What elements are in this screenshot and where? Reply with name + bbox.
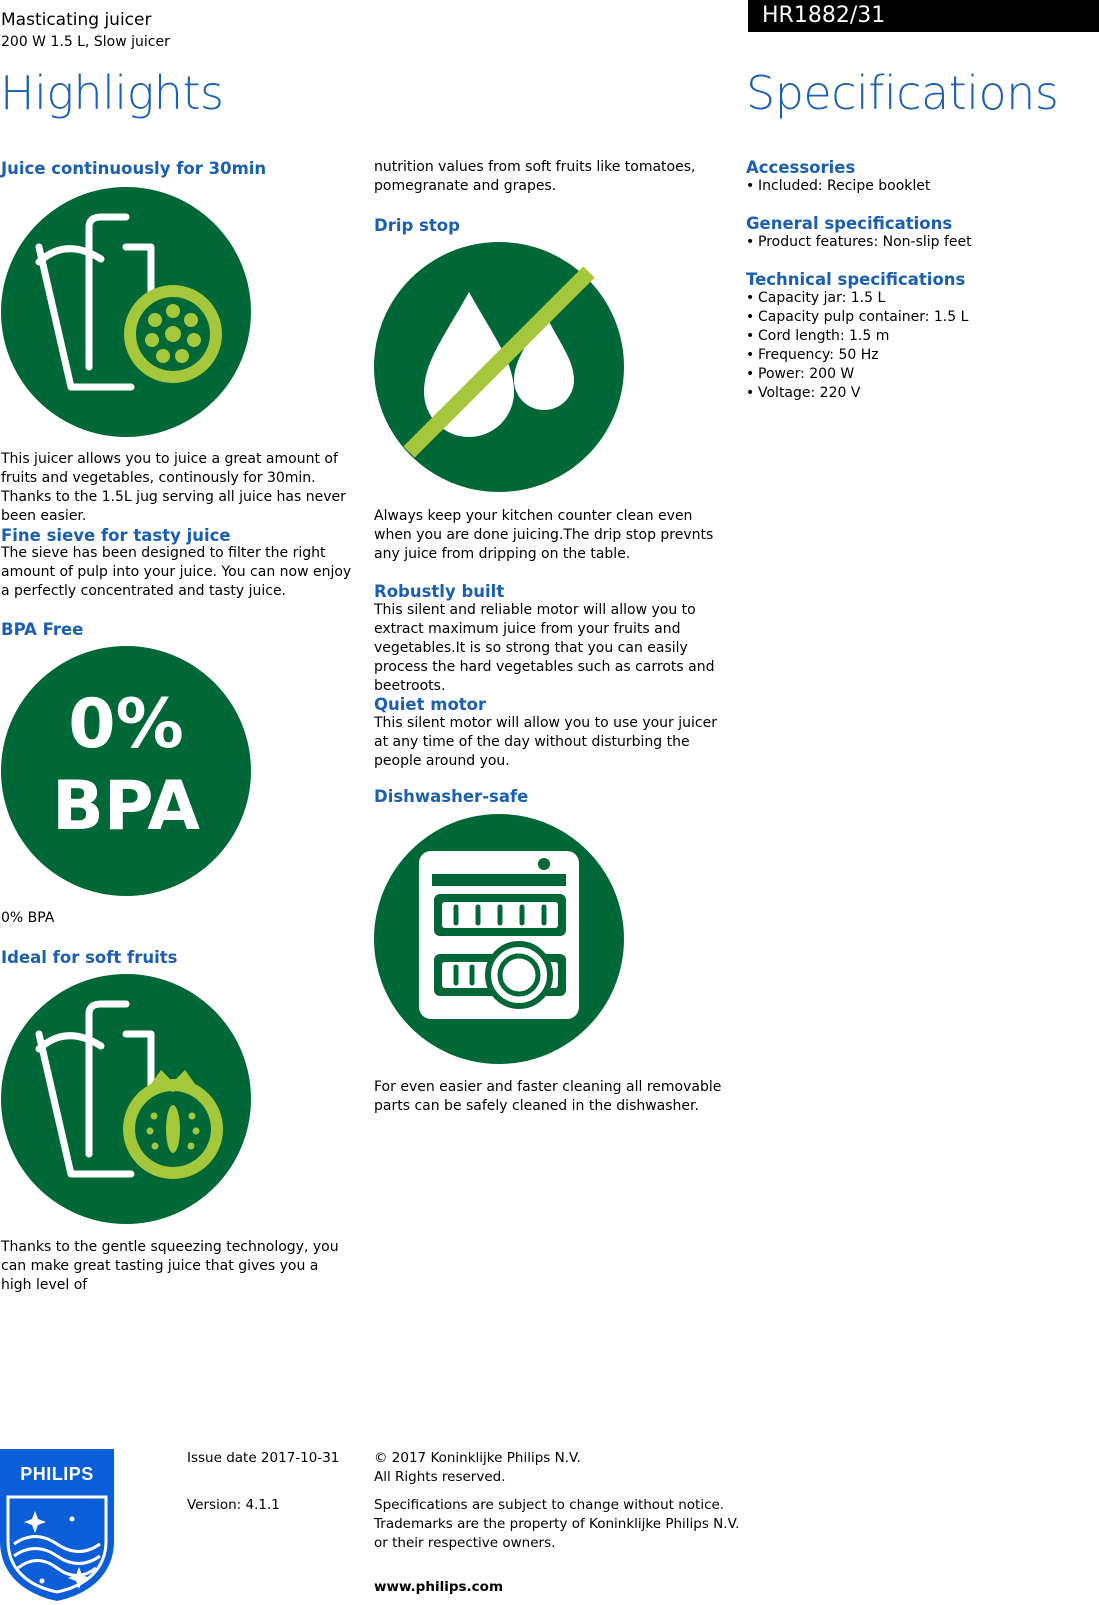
spec-item: • Product features: Non-slip feet (746, 233, 1086, 252)
feature-text: 0% BPA (1, 910, 55, 926)
feature-heading: Fine sieve for tasty juice (1, 526, 231, 545)
tomato-glass-icon (1, 974, 251, 1224)
disclaimer-line: or their respective owners. (374, 1535, 556, 1551)
bpa-icon-line1: 0% (68, 685, 184, 764)
spec-item: • Cord length: 1.5 m (746, 327, 1086, 346)
disclaimer-line: Trademarks are the property of Koninklijke Philips N.V. (374, 1516, 740, 1532)
feature-text: This silent and reliable motor will allow you to extract maximum juice from your fruits and vegetables.It is so strong that you can easily process the hard vegetables such as carrots and beetroots. (374, 602, 715, 694)
feature-text: This silent motor will allow you to use your juicer at any time of the day without disturbing the people around you. (374, 715, 717, 769)
model-badge: HR1882/31 (748, 0, 1099, 32)
feature-heading: Dishwasher-safe (374, 787, 529, 806)
bpa-icon-line2: BPA (51, 767, 201, 846)
feature-text: For even easier and faster cleaning all removable parts can be safely cleaned in the dishwasher. (374, 1079, 722, 1114)
feature-heading: Quiet motor (374, 695, 487, 714)
spec-list (746, 177, 1086, 196)
website-link[interactable]: www.philips.com (374, 1579, 504, 1595)
specifications-title: Specifications (746, 66, 1059, 120)
copyright: © 2017 Koninklijke Philips N.V. (374, 1450, 581, 1466)
issue-date: Issue date 2017-10-31 (187, 1450, 340, 1466)
version: Version: 4.1.1 (187, 1497, 280, 1513)
feature-heading: Drip stop (374, 216, 460, 235)
feature-heading: Juice continuously for 30min (1, 159, 267, 178)
dishwasher-icon (374, 814, 624, 1064)
spec-item: • Frequency: 50 Hz (746, 346, 1086, 365)
product-name: Masticating juicer (1, 10, 152, 30)
feature-text: Thanks to the gentle squeezing technology, you can make great tasting juice that gives you a high level of (1, 1239, 339, 1293)
drip-stop-icon (374, 242, 624, 492)
spec-item: • Included: Recipe booklet (746, 177, 1086, 196)
spec-list (746, 233, 1086, 252)
spec-item: • Capacity pulp container: 1.5 L (746, 308, 1086, 327)
bpa-free-icon (1, 646, 251, 896)
disclaimer-line: Specifications are subject to change without notice. (374, 1497, 725, 1513)
spec-heading: General specifications (746, 214, 953, 233)
feature-text: nutrition values from soft fruits like tomatoes, pomegranate and grapes. (374, 159, 696, 194)
feature-heading: BPA Free (1, 620, 84, 639)
juice-glass-icon (1, 187, 251, 437)
spec-item: • Power: 200 W (746, 365, 1086, 384)
philips-logo (0, 1449, 114, 1601)
spec-item: • Capacity jar: 1.5 L (746, 289, 1086, 308)
spec-heading: Technical specifications (746, 270, 966, 289)
feature-text: The sieve has been designed to filter the right amount of pulp into your juice. You can now enjoy a perfectly concentrated and tasty juice. (1, 545, 352, 599)
feature-text: This juicer allows you to juice a great amount of fruits and vegetables, continously for 30min. Thanks to the 1.5L jug serving all juice has never been easier. (1, 451, 346, 524)
feature-heading: Ideal for soft fruits (1, 948, 178, 967)
highlights-title: Highlights (0, 66, 224, 120)
spec-item: • Voltage: 220 V (746, 384, 1086, 403)
spec-list (746, 289, 1086, 403)
feature-text: Always keep your kitchen counter clean even when you are done juicing.The drip stop prevnts any juice from dripping on the table. (374, 508, 714, 562)
rights: All Rights reserved. (374, 1469, 506, 1485)
spec-heading: Accessories (746, 158, 856, 177)
feature-heading: Robustly built (374, 582, 505, 601)
product-subtitle: 200 W 1.5 L, Slow juicer (1, 34, 170, 50)
logo-text: PHILIPS (20, 1464, 94, 1484)
